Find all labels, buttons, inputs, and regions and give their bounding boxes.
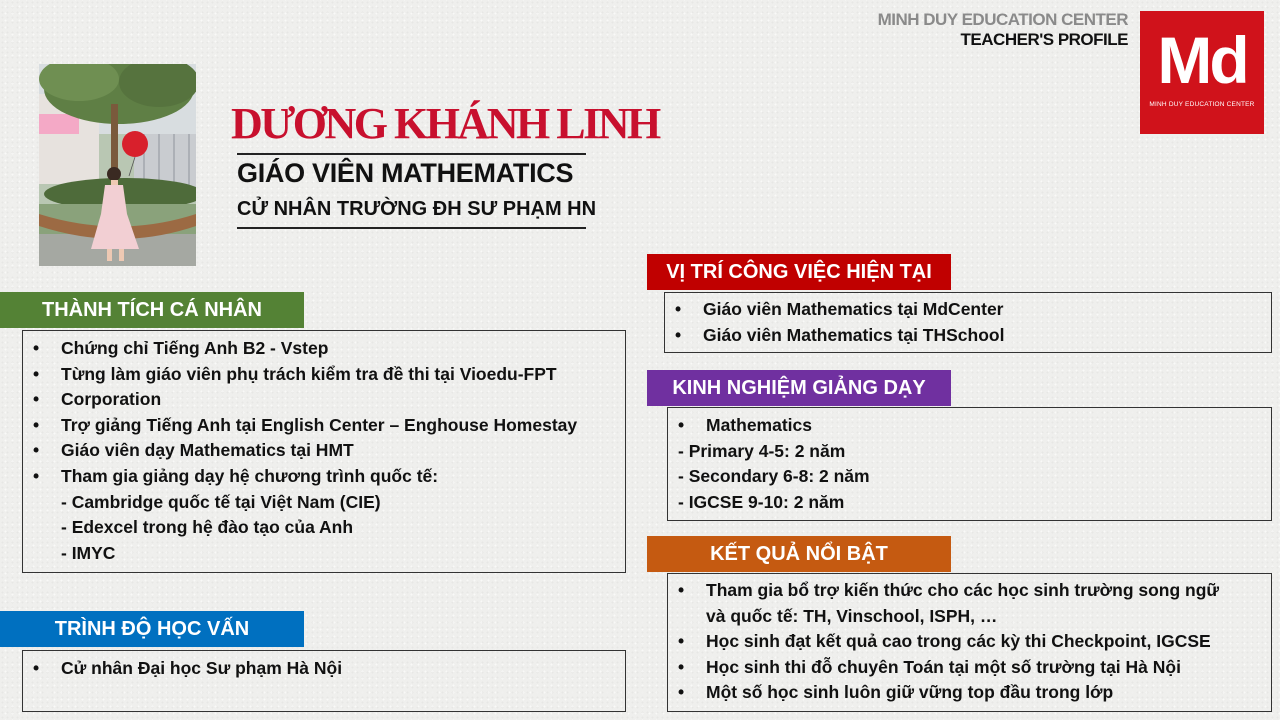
achievements-title: THÀNH TÍCH CÁ NHÂN — [0, 292, 304, 328]
education-list — [23, 656, 625, 682]
divider-top — [237, 153, 586, 155]
education-title: TRÌNH ĐỘ HỌC VẤN — [0, 611, 304, 647]
experience-list — [668, 413, 1271, 515]
list-item: - Secondary 6-8: 2 năm — [678, 466, 870, 487]
current-position-list — [665, 297, 1271, 348]
list-item: - Primary 4-5: 2 năm — [678, 440, 846, 461]
list-item: • Một số học sinh luôn giữ vững top đầu trong lớp — [668, 680, 1271, 706]
divider-bottom — [237, 227, 586, 229]
teacher-degree: CỬ NHÂN TRƯỜNG ĐH SƯ PHẠM HN — [237, 198, 597, 220]
results-list — [668, 578, 1271, 706]
list-item: • Chứng chỉ Tiếng Anh B2 - Vstep — [23, 336, 625, 362]
list-item: • Trợ giảng Tiếng Anh tại English Center – Enghouse Homestay — [23, 413, 625, 439]
list-item: - IMYC — [61, 542, 116, 563]
list-item: - Edexcel trong hệ đào tạo của Anh — [61, 517, 354, 538]
teacher-photo — [39, 64, 196, 266]
list-item: - Cambridge quốc tế tại Việt Nam (CIE) — [61, 491, 381, 512]
teacher-role: GIÁO VIÊN MATHEMATICS — [237, 158, 574, 188]
achievements-box — [22, 330, 626, 573]
list-item: • Học sinh thi đỗ chuyên Toán tại một số trường tại Hà Nội — [668, 655, 1271, 681]
education-box — [22, 650, 626, 712]
list-item: • Cử nhân Đại học Sư phạm Hà Nội — [23, 656, 625, 682]
current-position-box — [664, 292, 1272, 353]
header-text — [878, 10, 1128, 50]
list-item: • Giáo viên Mathematics tại MdCenter — [665, 297, 1271, 323]
list-item: • Tham gia bổ trợ kiến thức cho các học sinh trường song ngữ — [668, 578, 1271, 604]
brand-logo — [1140, 11, 1264, 134]
logo-subtext: MINH DUY EDUCATION CENTER — [1149, 101, 1255, 108]
list-item: • Học sinh đạt kết quả cao trong các kỳ thi Checkpoint, IGCSE — [668, 629, 1271, 655]
center-name: MINH DUY EDUCATION CENTER — [877, 10, 1128, 29]
list-item: và quốc tế: TH, Vinschool, ISPH, … — [706, 605, 998, 626]
list-item: • Giáo viên Mathematics tại THSchool — [665, 323, 1271, 349]
current-position-title: VỊ TRÍ CÔNG VIỆC HIỆN TẠI — [647, 254, 951, 290]
list-item: • Corporation — [23, 387, 625, 413]
profile-subtitle: TEACHER'S PROFILE — [960, 30, 1128, 49]
list-item: • Tham gia giảng dạy hệ chương trình quốc tế: — [23, 464, 625, 490]
logo-mark: Md — [1157, 23, 1247, 97]
list-item: - IGCSE 9-10: 2 năm — [678, 491, 845, 512]
results-title: KẾT QUẢ NỔI BẬT — [647, 536, 951, 572]
teacher-name: DƯƠNG KHÁNH LINH — [231, 99, 659, 148]
list-item: • Từng làm giáo viên phụ trách kiểm tra đề thi tại Vioedu-FPT — [23, 362, 625, 388]
achievements-list — [23, 336, 625, 566]
experience-box — [667, 407, 1272, 521]
experience-title: KINH NGHIỆM GIẢNG DẠY — [647, 370, 951, 406]
list-item: • Mathematics — [668, 413, 1271, 439]
list-item: • Giáo viên dạy Mathematics tại HMT — [23, 438, 625, 464]
results-box — [667, 573, 1272, 712]
